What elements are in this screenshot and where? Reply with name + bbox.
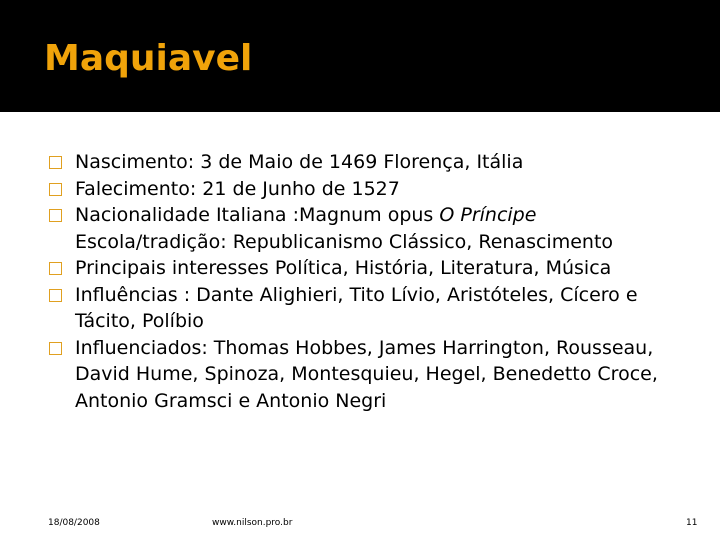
bullet-list	[48, 149, 688, 414]
hollow-square-bullet-icon	[49, 342, 62, 355]
footer-website: www.nilson.pro.br	[212, 518, 293, 528]
bullet-label: Influenciados:	[75, 336, 208, 359]
hollow-square-bullet-icon	[49, 183, 62, 196]
bullet-label: Nascimento:	[75, 151, 195, 173]
footer-date: 18/08/2008	[48, 518, 100, 528]
bullet-continuation: Escola/tradição: Republicanismo Clássico, Renascimento	[75, 230, 614, 253]
hollow-square-bullet-icon	[49, 289, 62, 302]
bullet-interesses	[48, 255, 688, 282]
bullet-influenciados	[48, 335, 688, 415]
bullet-nascimento	[48, 149, 688, 176]
footer-page-number: 11	[686, 518, 698, 528]
hollow-square-bullet-icon	[49, 156, 62, 169]
bullet-italic-work: O Príncipe	[439, 204, 537, 226]
bullet-text: Thomas Hobbes, James Harrington, Rousseau, David Hume, Spinoza, Montesquieu, Hegel, Benedetto Croce, Antonio Gramsci e Antonio Negri	[75, 336, 658, 412]
bullet-text: Política, História, Literatura, Música	[268, 257, 612, 279]
hollow-square-bullet-icon	[49, 209, 62, 222]
bullet-falecimento	[48, 176, 688, 203]
bullet-label: Principais interesses	[75, 257, 269, 279]
bullet-text: 3 de Maio de 1469 Florença, Itália	[194, 151, 524, 173]
bullet-label: Nacionalidade Italiana :	[75, 204, 299, 226]
hollow-square-bullet-icon	[49, 262, 62, 275]
bullet-influencias	[48, 282, 688, 335]
bullet-text: Dante Alighieri, Tito Lívio, Aristóteles, Cícero e Tácito, Políbio	[75, 283, 638, 332]
title-band	[0, 0, 720, 108]
bullet-label: Influências :	[75, 283, 191, 306]
bullet-text: 21 de Junho de 1527	[196, 177, 400, 200]
slide-title: Maquiavel	[44, 38, 253, 79]
bullet-nacionalidade	[48, 202, 688, 255]
bullet-text: Magnum opus	[298, 204, 440, 226]
bullet-label: Falecimento:	[75, 177, 197, 200]
